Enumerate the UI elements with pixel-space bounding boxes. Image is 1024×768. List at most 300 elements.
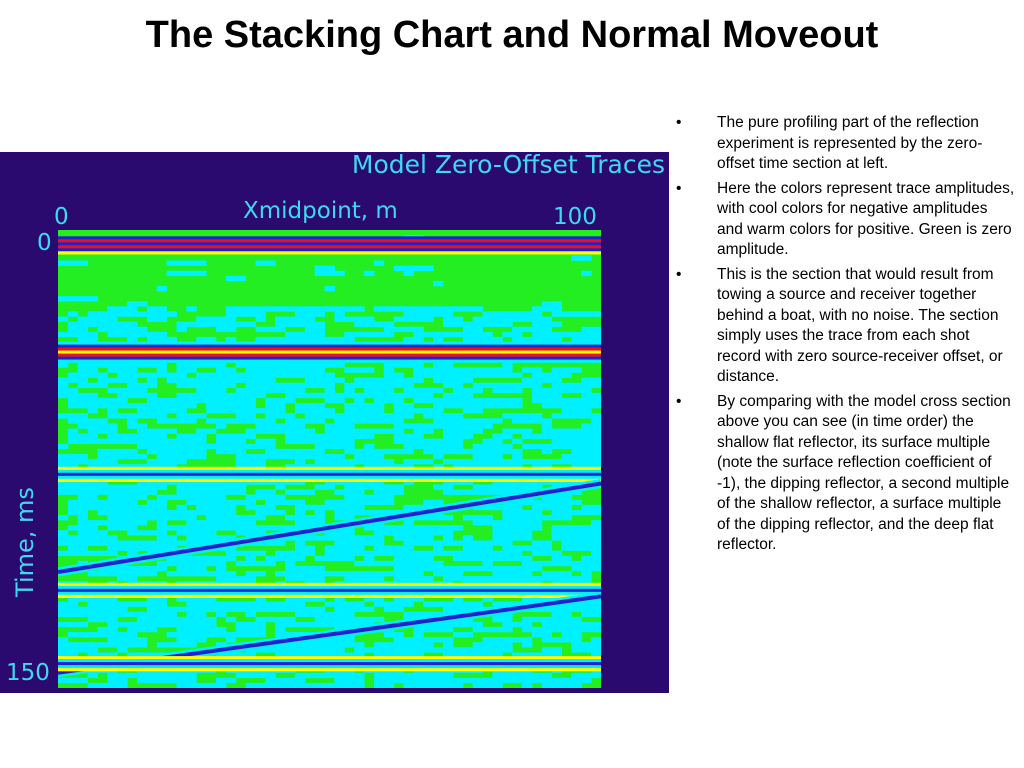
amplitude-cell	[305, 571, 335, 576]
amplitude-cell	[522, 617, 562, 622]
amplitude-cell	[98, 378, 138, 383]
amplitude-cell	[512, 317, 552, 322]
amplitude-cell	[157, 673, 197, 678]
amplitude-cell	[581, 535, 601, 540]
amplitude-cell	[502, 429, 532, 434]
amplitude-cell	[216, 393, 226, 398]
amplitude-cell	[186, 383, 216, 388]
amplitude-cell	[364, 271, 374, 276]
amplitude-cell	[216, 632, 246, 637]
amplitude-cell	[107, 495, 147, 500]
amplitude-cell	[285, 490, 315, 495]
second-multiple-of-shallow-reflector	[58, 592, 601, 595]
bullet-item	[676, 265, 1016, 388]
deep-flat-reflector	[58, 662, 601, 665]
amplitude-cell	[78, 317, 118, 322]
amplitude-cell	[236, 622, 266, 627]
amplitude-cell	[246, 322, 256, 327]
amplitude-cell	[206, 403, 216, 408]
amplitude-cell	[295, 505, 305, 510]
amplitude-cell	[295, 546, 315, 551]
amplitude-cell	[275, 398, 285, 403]
amplitude-cell	[344, 449, 384, 454]
amplitude-cell	[58, 530, 68, 535]
amplitude-cell	[325, 500, 365, 505]
amplitude-cell	[591, 332, 601, 337]
amplitude-cell	[325, 439, 355, 444]
amplitude-cell	[591, 530, 601, 535]
amplitude-cell	[384, 367, 394, 372]
amplitude-cell	[473, 627, 513, 632]
amplitude-cell	[147, 449, 167, 454]
amplitude-cell	[532, 373, 572, 378]
amplitude-cell	[236, 444, 256, 449]
amplitude-cell	[433, 281, 443, 286]
amplitude-cell	[117, 439, 157, 444]
amplitude-cell	[58, 678, 68, 683]
amplitude-cell	[98, 418, 108, 423]
amplitude-cell	[344, 505, 354, 510]
amplitude-cell	[404, 602, 414, 607]
amplitude-cell	[226, 515, 266, 520]
amplitude-cell	[591, 444, 601, 449]
amplitude-cell	[107, 332, 137, 337]
amplitude-cell	[433, 546, 443, 551]
deep-flat-reflector	[58, 665, 601, 668]
amplitude-cell	[177, 683, 217, 688]
amplitude-cell	[354, 617, 374, 622]
amplitude-cell	[246, 367, 276, 372]
amplitude-cell	[157, 561, 177, 566]
amplitude-cell	[206, 607, 246, 612]
amplitude-cell	[532, 561, 542, 566]
amplitude-cell	[522, 378, 562, 383]
amplitude-cell	[374, 383, 414, 388]
amplitude-cell	[137, 332, 147, 337]
amplitude-cell	[78, 337, 88, 342]
surface-reflection	[58, 245, 601, 248]
amplitude-cell	[532, 632, 552, 637]
amplitude-cell	[443, 362, 453, 367]
amplitude-cell	[522, 576, 562, 581]
amplitude-cell	[433, 673, 453, 678]
amplitude-cell	[562, 617, 582, 622]
amplitude-cell	[127, 530, 167, 535]
amplitude-cell	[571, 398, 591, 403]
amplitude-cell	[68, 322, 108, 327]
amplitude-cell	[216, 576, 236, 581]
amplitude-cell	[463, 449, 483, 454]
amplitude-cell	[196, 378, 236, 383]
amplitude-cell	[423, 556, 433, 561]
amplitude-cell	[374, 261, 384, 266]
amplitude-cell	[512, 535, 532, 540]
amplitude-cell	[502, 647, 512, 652]
amplitude-cell	[394, 266, 434, 271]
amplitude-cell	[552, 388, 592, 393]
amplitude-cell	[226, 311, 266, 316]
amplitude-cell	[374, 683, 384, 688]
amplitude-cell	[78, 423, 88, 428]
amplitude-cell	[354, 398, 364, 403]
amplitude-cell	[423, 500, 443, 505]
amplitude-cell	[305, 337, 315, 342]
amplitude-cell	[463, 566, 503, 571]
amplitude-cell	[591, 637, 601, 642]
amplitude-cell	[196, 337, 216, 342]
amplitude-cell	[256, 383, 296, 388]
amplitude-cell	[581, 505, 591, 510]
amplitude-cell	[374, 393, 404, 398]
amplitude-cell	[147, 373, 187, 378]
amplitude-cell	[265, 423, 295, 428]
amplitude-cell	[107, 612, 147, 617]
amplitude-cell	[177, 561, 187, 566]
amplitude-cell	[186, 413, 206, 418]
amplitude-cell	[256, 510, 286, 515]
amplitude-cell	[483, 449, 493, 454]
amplitude-cell	[117, 632, 137, 637]
amplitude-cell	[88, 602, 118, 607]
amplitude-cell	[354, 454, 384, 459]
amplitude-cell	[581, 566, 601, 571]
amplitude-cell	[354, 607, 374, 612]
amplitude-cell	[552, 525, 592, 530]
amplitude-cell	[542, 423, 552, 428]
amplitude-cell	[591, 413, 601, 418]
amplitude-cell	[394, 576, 434, 581]
amplitude-cell	[463, 337, 503, 342]
amplitude-cell	[423, 413, 463, 418]
bullet-marker: •	[676, 114, 682, 131]
amplitude-cell	[354, 673, 364, 678]
amplitude-cell	[315, 306, 345, 311]
amplitude-cell	[186, 632, 216, 637]
amplitude-cell	[463, 678, 473, 683]
amplitude-cell	[137, 678, 167, 683]
amplitude-cell	[226, 551, 266, 556]
amplitude-cell	[532, 306, 562, 311]
amplitude-cell	[581, 607, 601, 612]
amplitude-cell	[532, 398, 572, 403]
amplitude-cell	[58, 388, 78, 393]
amplitude-cell	[433, 337, 443, 342]
amplitude-cell	[473, 642, 513, 647]
amplitude-cell	[107, 322, 127, 327]
amplitude-cell	[315, 444, 355, 449]
amplitude-cell	[404, 444, 414, 449]
amplitude-cell	[98, 454, 128, 459]
amplitude-cell	[571, 566, 581, 571]
amplitude-cell	[226, 510, 236, 515]
amplitude-cell	[443, 576, 463, 581]
amplitude-cell	[88, 673, 98, 678]
amplitude-cell	[68, 551, 98, 556]
amplitude-cell	[502, 311, 532, 316]
amplitude-cell	[453, 556, 493, 561]
amplitude-cell	[552, 459, 592, 464]
amplitude-cell	[344, 306, 364, 311]
amplitude-cell	[423, 551, 443, 556]
amplitude-cell	[246, 429, 286, 434]
bullet-text: The pure profiling part of the reflection experiment is represented by the zero-offset time section at left.	[717, 114, 983, 172]
amplitude-cell	[256, 617, 296, 622]
amplitude-cell	[157, 362, 167, 367]
amplitude-cell	[78, 327, 88, 332]
amplitude-cell	[117, 490, 157, 495]
amplitude-cell	[492, 571, 532, 576]
amplitude-cell	[147, 622, 177, 627]
amplitude-cell	[58, 383, 68, 388]
amplitude-cell	[147, 332, 167, 337]
amplitude-cell	[265, 449, 305, 454]
amplitude-cell	[483, 490, 493, 495]
amplitude-cell	[107, 413, 137, 418]
amplitude-cell	[394, 535, 404, 540]
amplitude-cell	[502, 525, 542, 530]
amplitude-cell	[581, 271, 591, 276]
amplitude-cell	[443, 459, 483, 464]
amplitude-cell	[492, 535, 512, 540]
amplitude-cell	[413, 398, 453, 403]
amplitude-cell	[275, 484, 285, 489]
amplitude-cell	[58, 642, 88, 647]
seismic-section-plot	[58, 230, 601, 688]
amplitude-cell	[285, 515, 325, 520]
amplitude-cell	[473, 444, 513, 449]
amplitude-cell	[562, 576, 592, 581]
amplitude-cell	[473, 454, 503, 459]
amplitude-cell	[285, 332, 315, 337]
amplitude-cell	[275, 551, 315, 556]
amplitude-cell	[157, 418, 197, 423]
amplitude-cell	[58, 317, 68, 322]
amplitude-cell	[98, 403, 118, 408]
amplitude-cell	[157, 403, 197, 408]
amplitude-cell	[562, 632, 582, 637]
amplitude-cell	[196, 495, 226, 500]
amplitude-cell	[581, 556, 601, 561]
amplitude-cell	[492, 617, 512, 622]
amplitude-cell	[177, 530, 207, 535]
amplitude-cell	[334, 490, 364, 495]
amplitude-cell	[571, 337, 581, 342]
amplitude-cell	[295, 540, 305, 545]
amplitude-cell	[167, 607, 207, 612]
amplitude-cell	[453, 388, 483, 393]
amplitude-cell	[206, 525, 246, 530]
amplitude-cell	[552, 383, 582, 388]
bullet-item	[676, 113, 1016, 175]
amplitude-cell	[344, 367, 374, 372]
amplitude-cell	[315, 378, 325, 383]
amplitude-cell	[483, 561, 493, 566]
amplitude-cell	[137, 617, 157, 622]
amplitude-cell	[542, 571, 562, 576]
amplitude-cell	[147, 607, 157, 612]
amplitude-cell	[552, 367, 572, 372]
amplitude-cell	[463, 535, 473, 540]
amplitude-cell	[581, 383, 601, 388]
amplitude-cell	[562, 408, 592, 413]
amplitude-cell	[58, 622, 68, 627]
amplitude-cell	[413, 367, 453, 372]
amplitude-cell	[275, 317, 315, 322]
amplitude-cell	[315, 535, 345, 540]
amplitude-cell	[88, 373, 108, 378]
amplitude-cell	[127, 505, 167, 510]
figure-title: Model Zero-Offset Traces	[351, 152, 665, 179]
amplitude-cell	[88, 490, 118, 495]
amplitude-cell	[443, 434, 473, 439]
amplitude-cell	[384, 525, 414, 530]
bullet-text: By comparing with the model cross section above you can see (in time order) the shallow flat reflector, its surface multiple (note the surface reflection coefficient of -1), the dipping reflector, a second multiple of the shallow reflector, a surface multiple of the dipping reflector, and the deep flat reflector.	[717, 392, 1011, 553]
amplitude-cell	[78, 540, 118, 545]
amplitude-cell	[127, 520, 147, 525]
amplitude-cell	[117, 373, 147, 378]
amplitude-cell	[305, 327, 325, 332]
amplitude-cell	[315, 642, 335, 647]
amplitude-cell	[532, 322, 562, 327]
amplitude-cell	[492, 525, 502, 530]
amplitude-cell	[394, 408, 434, 413]
amplitude-cell	[275, 678, 305, 683]
amplitude-cell	[552, 510, 582, 515]
amplitude-cell	[532, 388, 552, 393]
amplitude-cell	[206, 418, 236, 423]
amplitude-cell	[275, 373, 315, 378]
amplitude-cell	[157, 286, 167, 291]
amplitude-cell	[88, 617, 98, 622]
amplitude-cell	[177, 434, 207, 439]
amplitude-cell	[186, 637, 206, 642]
amplitude-cell	[285, 607, 325, 612]
amplitude-cell	[177, 617, 217, 622]
amplitude-cell	[413, 306, 443, 311]
amplitude-cell	[88, 423, 118, 428]
surface-multiple	[58, 479, 601, 482]
amplitude-cell	[404, 535, 434, 540]
amplitude-cell	[186, 362, 226, 367]
amplitude-cell	[98, 607, 128, 612]
amplitude-cell	[68, 434, 98, 439]
amplitude-cell	[285, 429, 315, 434]
amplitude-cell	[413, 632, 423, 637]
amplitude-cell	[591, 602, 601, 607]
amplitude-cell	[265, 413, 295, 418]
amplitude-cell	[334, 642, 364, 647]
amplitude-cell	[295, 322, 315, 327]
amplitude-cell	[147, 500, 167, 505]
amplitude-cell	[473, 520, 493, 525]
shallow-flat-reflector	[58, 342, 601, 345]
amplitude-cell	[453, 525, 463, 530]
amplitude-cell	[98, 327, 108, 332]
amplitude-cell	[532, 311, 542, 316]
amplitude-cell	[305, 683, 325, 688]
amplitude-cell	[88, 642, 118, 647]
amplitude-cell	[58, 515, 68, 520]
amplitude-cell	[117, 484, 157, 489]
amplitude-cell	[275, 408, 285, 413]
x-axis-label: Xmidpoint, m	[243, 198, 398, 224]
amplitude-cell	[285, 322, 295, 327]
amplitude-cell	[68, 678, 88, 683]
amplitude-cell	[246, 520, 256, 525]
amplitude-cell	[364, 388, 394, 393]
amplitude-cell	[236, 561, 276, 566]
amplitude-cell	[325, 683, 355, 688]
amplitude-cell	[384, 673, 414, 678]
amplitude-cell	[285, 393, 305, 398]
amplitude-cell	[443, 642, 453, 647]
amplitude-cell	[295, 337, 305, 342]
amplitude-cell	[285, 566, 305, 571]
amplitude-cell	[157, 454, 187, 459]
amplitude-cell	[157, 484, 167, 489]
amplitude-cell	[404, 520, 414, 525]
amplitude-cell	[98, 429, 118, 434]
amplitude-cell	[315, 459, 355, 464]
amplitude-cell	[117, 520, 127, 525]
amplitude-cell	[265, 678, 275, 683]
y-tick-end: 150	[6, 660, 50, 686]
amplitude-cell	[315, 556, 355, 561]
amplitude-cell	[374, 398, 404, 403]
amplitude-cell	[483, 484, 523, 489]
amplitude-cell	[206, 510, 226, 515]
bullet-item	[676, 392, 1016, 556]
surface-multiple	[58, 467, 601, 470]
amplitude-cell	[512, 637, 532, 642]
amplitude-cell	[226, 393, 256, 398]
amplitude-cell	[354, 378, 394, 383]
second-multiple-of-shallow-reflector	[58, 589, 601, 592]
amplitude-cell	[275, 454, 315, 459]
second-multiple-of-shallow-reflector	[58, 586, 601, 589]
amplitude-cell	[88, 571, 128, 576]
amplitude-cell	[433, 362, 443, 367]
amplitude-cell	[107, 398, 127, 403]
amplitude-cell	[483, 576, 523, 581]
bullet-text: Here the colors represent trace amplitudes, with cool colors for negative amplitudes and warm colors for positive. Green is zero amplitude.	[717, 179, 1015, 258]
amplitude-cell	[127, 637, 147, 642]
amplitude-cell	[88, 500, 128, 505]
amplitude-cell	[354, 459, 394, 464]
amplitude-cell	[344, 408, 384, 413]
amplitude-cell	[473, 418, 483, 423]
amplitude-cell	[354, 403, 384, 408]
amplitude-cell	[295, 383, 335, 388]
amplitude-cell	[542, 622, 562, 627]
amplitude-cell	[117, 576, 137, 581]
amplitude-cell	[305, 449, 325, 454]
amplitude-cell	[246, 612, 256, 617]
amplitude-cell	[196, 398, 216, 403]
amplitude-cell	[532, 540, 552, 545]
amplitude-cell	[443, 306, 483, 311]
amplitude-cell	[127, 500, 137, 505]
amplitude-cell	[167, 632, 187, 637]
amplitude-cell	[177, 627, 207, 632]
amplitude-cell	[581, 673, 601, 678]
amplitude-cell	[473, 540, 513, 545]
amplitude-cell	[246, 683, 266, 688]
amplitude-cell	[177, 505, 187, 510]
amplitude-cell	[394, 403, 414, 408]
amplitude-cell	[167, 535, 177, 540]
amplitude-cell	[186, 306, 196, 311]
